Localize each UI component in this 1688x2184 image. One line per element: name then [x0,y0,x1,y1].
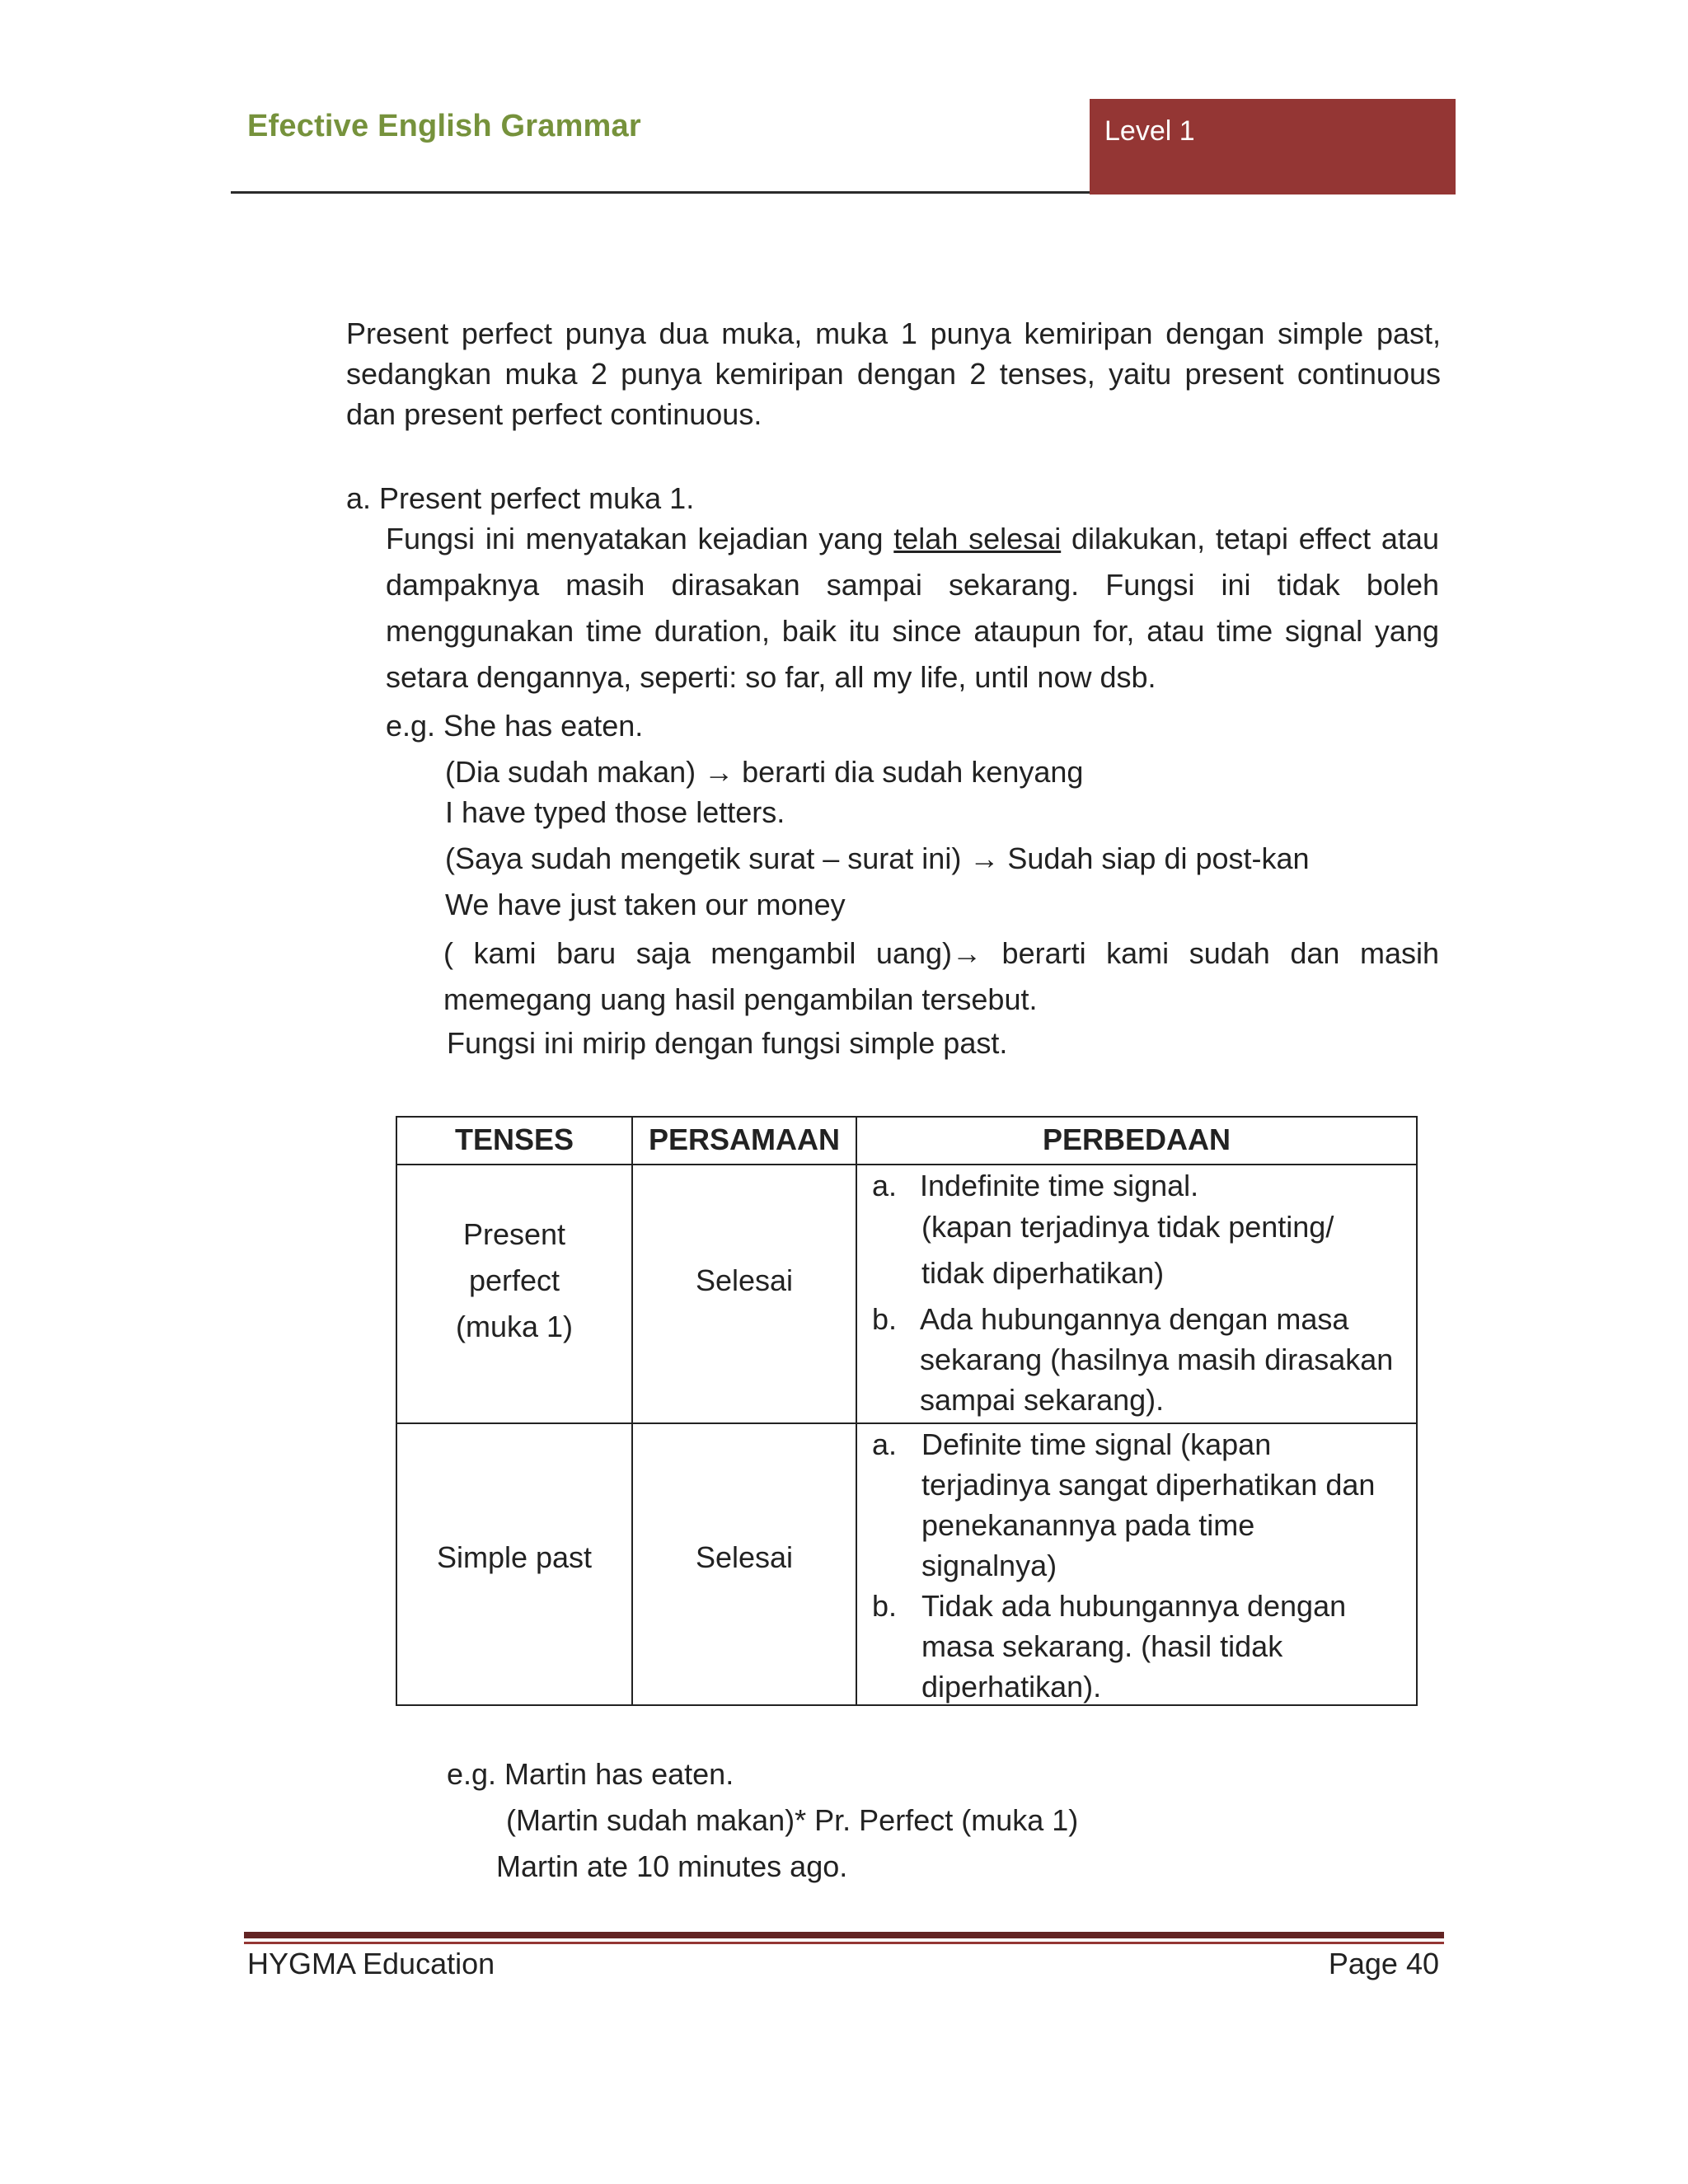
section-a-heading: a. Present perfect muka 1. [346,481,695,515]
row2-persamaan: Selesai [695,1540,794,1574]
example-2-translation: (Saya sudah mengetik surat – surat ini) → Sudah siap di post-kan [445,841,1310,875]
row2-perbedaan [872,1424,1400,1703]
footer-publisher: HYGMA Education [247,1947,495,1980]
row1-tense-line1: Present [462,1217,566,1251]
example-1-translation: (Dia sudah makan) → berarti dia sudah kenyang [445,755,1084,789]
footer-rule-thin [244,1942,1444,1944]
section-a-description [386,516,1439,701]
after-table-translation: (Martin sudah makan)* Pr. Perfect (muka 1) [506,1803,1079,1837]
row1-persamaan: Selesai [695,1263,794,1297]
row1-diff-a-line1: Indefinite time signal. [920,1169,1199,1202]
row1-tense-line3: (muka 1) [455,1310,574,1343]
row2-diff-a-line1: Definite time signal (kapan [921,1427,1272,1461]
desc-text-2: dilakukan, tetapi effect atau dampaknya masih dirasakan sampai sekarang. Fungsi ini tidak boleh menggunakan time duration, baik itu since ataupun for, atau time signal yang setara dengannya, seperti: so far, all my life, until now dsb. [386,522,1439,694]
row1-diff-a-line3: tidak diperhatikan) [921,1256,1165,1290]
desc-text-1: Fungsi ini menyatakan kejadian yang [386,522,894,555]
row1-diff-b-line3: sampai sekarang). [920,1383,1165,1417]
row1-diff-b-line2: sekarang (hasilnya masih dirasakan [920,1343,1394,1376]
col-header-perbedaan: PERBEDAAN [1042,1122,1231,1156]
row2-diff-b-line2: masa sekarang. (hasil tidak [921,1629,1283,1663]
row1-diff-a-line2: (kapan terjadinya tidak penting/ [921,1210,1334,1244]
level-label: Level 1 [1104,115,1195,147]
table-col-divider-1 [631,1118,633,1704]
row2-diff-a-line4: signalnya) [921,1549,1057,1582]
eg-intro: e.g. She has eaten. [386,709,644,743]
row2-diff-b-line3: diperhatikan). [921,1670,1102,1704]
row2-diff-a-line3: penekanannya pada time [921,1508,1255,1542]
row2-diff-b-marker: b. [872,1589,898,1623]
row1-tense-line2: perfect [468,1263,560,1297]
row1-tense [397,1212,631,1350]
intro-paragraph: Present perfect punya dua muka, muka 1 punya kemiripan dengan simple past, sedangkan muka 2 punya kemiripan dengan 2 tenses, yaitu present continuous dan present perfect continuous. [346,316,1441,431]
row1-perbedaan [872,1165,1400,1421]
example-2: I have typed those letters. [445,795,785,829]
footer-rule-thick [244,1932,1444,1938]
col-header-persamaan: PERSAMAAN [648,1122,840,1156]
header-title: Efective English Grammar [247,109,641,143]
row1-diff-b-marker: b. [872,1302,898,1336]
table-col-divider-2 [856,1118,857,1704]
row2-tense: Simple past [436,1540,593,1574]
conclusion: Fungsi ini mirip dengan fungsi simple past. [447,1026,1008,1060]
comparison-table [396,1116,1418,1706]
col-header-tenses: TENSES [454,1122,574,1156]
example-3: We have just taken our money [445,888,846,921]
after-table-example-2: Martin ate 10 minutes ago. [496,1849,848,1883]
row2-diff-a-line2: terjadinya sangat diperhatikan dan [921,1468,1376,1502]
header-rule [231,191,1090,194]
row2-diff-b-line1: Tidak ada hubungannya dengan [921,1589,1347,1623]
after-table-eg: e.g. Martin has eaten. [447,1757,734,1791]
row2-diff-a-marker: a. [872,1427,898,1461]
example-3-translation: ( kami baru saja mengambil uang)→ berarti kami sudah dan masih memegang uang hasil pengambilan tersebut. [443,936,1439,1016]
footer-page-number: Page 40 [1328,1947,1439,1980]
row1-diff-a-marker: a. [872,1169,898,1202]
desc-underlined-text: telah selesai [893,522,1062,555]
row1-diff-b-line1: Ada hubungannya dengan masa [920,1302,1349,1336]
